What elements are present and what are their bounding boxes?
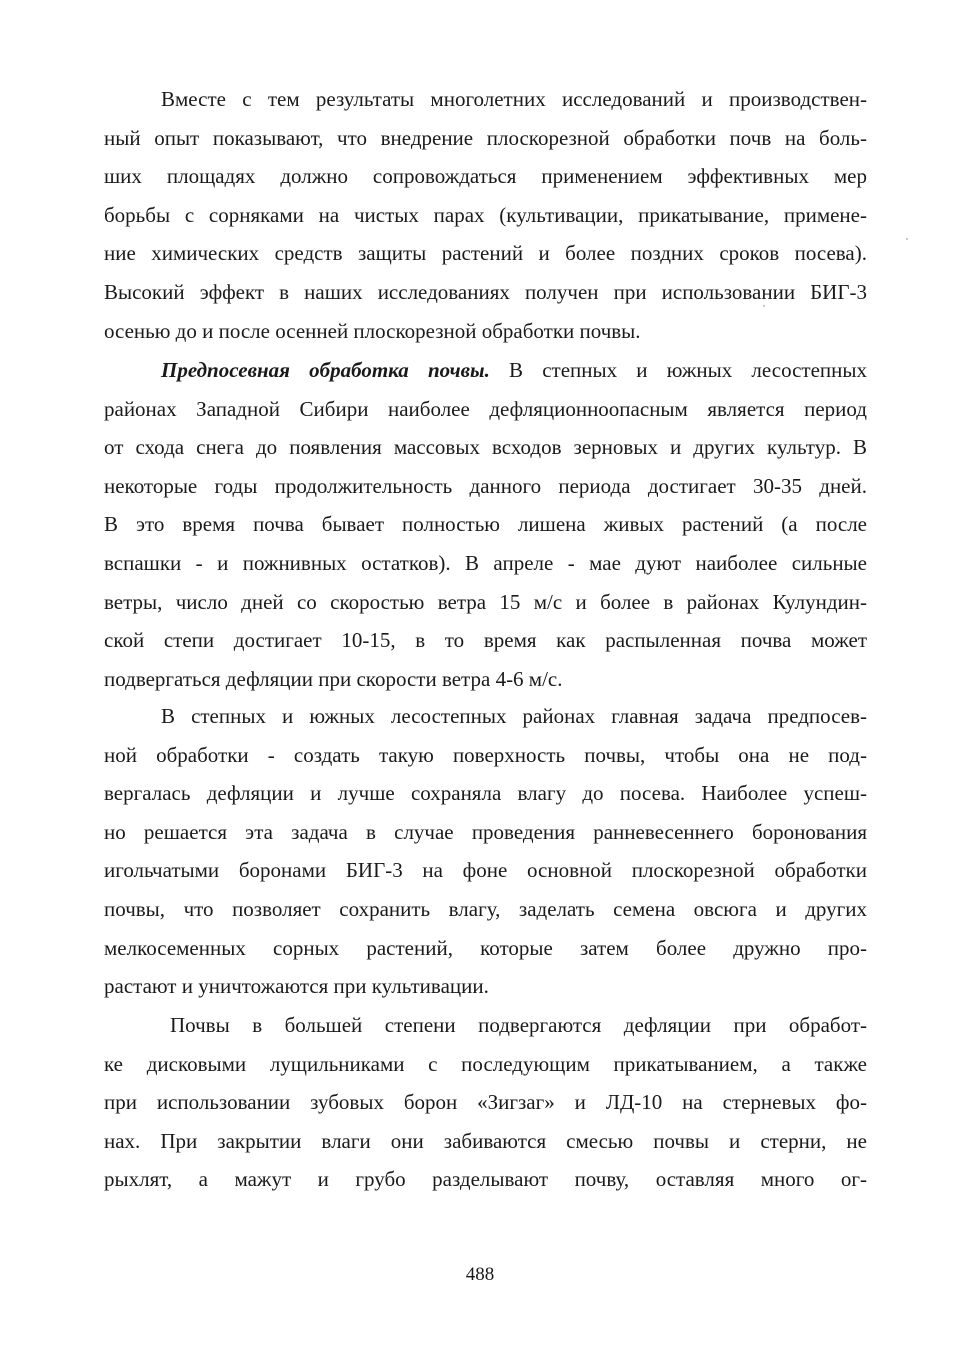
text-line: районах Западной Сибири наиболее дефляционноопасным является период: [104, 396, 867, 421]
text-line: некоторые годы продолжительность данного периода достигает 30-35 дней.: [104, 473, 867, 498]
text-line: игольчатыми боронами БИГ-3 на фоне основной плоскорезной обработки: [104, 858, 867, 883]
text-line: [104, 351, 867, 390]
section-heading: Предпосевная обработка почвы.: [161, 358, 490, 382]
heading-continuation: В степных и южных лесостепных: [489, 358, 867, 382]
text-line: ших площадях должно сопровождаться применением эффективных мер: [104, 164, 867, 189]
text-line: Почвы в большей степени подвергаются дефляции при обработ-: [170, 1013, 867, 1037]
text-line: но решается эта задача в случае проведения ранневесеннего боронования: [104, 819, 867, 844]
text-line: Высокий эффект в наших исследованиях получен при использовании БИГ-3: [104, 279, 867, 304]
text-line: мелкосеменных сорных растений, которые затем более дружно про-: [104, 935, 867, 960]
page-number: 488: [465, 1264, 495, 1285]
text-line: борьбы с сорняками на чистых парах (культивации, прикатывание, примене-: [104, 202, 867, 227]
text-line: ной обработки - создать такую поверхность почвы, чтобы она не под-: [104, 742, 867, 767]
text-line: ке дисковыми лущильниками с последующим прикатыванием, а также: [104, 1051, 867, 1076]
text-line: растают и уничтожаются при культивации.: [104, 974, 489, 999]
text-line: вергалась дефляции и лучше сохраняла влагу до посева. Наиболее успеш-: [104, 781, 867, 806]
paragraph-main-task: [104, 697, 867, 1006]
text-line: при использовании зубовых борон «Зигзаг» и ЛД-10 на стерневых фо-: [104, 1090, 867, 1115]
text-line: ветры, число дней со скоростью ветра 15 м/с и более в районах Кулундин-: [104, 589, 867, 614]
text-line: ние химических средств защиты растений и более поздних сроков посева).: [104, 241, 867, 266]
text-line: ный опыт показывают, что внедрение плоскорезной обработки почв на боль-: [104, 125, 867, 150]
paragraph-soil-deflation: [104, 1006, 867, 1199]
text-line: от схода снега до появления массовых всходов зерновых и других культур. В: [104, 435, 867, 460]
scan-speck: [906, 238, 908, 240]
text-line: вспашки - и пожнивных остатков). В апреле - мае дуют наиболее сильные: [104, 550, 867, 575]
text-line: В это время почва бывает полностью лишена живых растений (а после: [104, 512, 867, 537]
text-line: осенью до и после осенней плоскорезной обработки почвы.: [104, 318, 641, 343]
scan-speck: [763, 305, 765, 307]
text-line: ской степи достигает 10-15, в то время как распыленная почва может: [104, 628, 867, 653]
text-line: подвергаться дефляции при скорости ветра 4-6 м/с.: [104, 666, 563, 691]
paragraph-tillage-results: [104, 80, 867, 350]
text-line: почвы, что позволяет сохранить влагу, заделать семена овсюга и других: [104, 896, 867, 921]
paragraph-presowing-tillage: [104, 351, 867, 698]
text-line: рыхлят, а мажут и грубо разделывают почву, оставляя много ог-: [104, 1167, 867, 1192]
text-line: нах. При закрытии влаги они забиваются смесью почвы и стерни, не: [104, 1128, 867, 1153]
text-line: В степных и южных лесостепных районах главная задача предпосев-: [161, 704, 867, 728]
text-line: Вместе с тем результаты многолетних исследований и производствен-: [161, 87, 867, 111]
